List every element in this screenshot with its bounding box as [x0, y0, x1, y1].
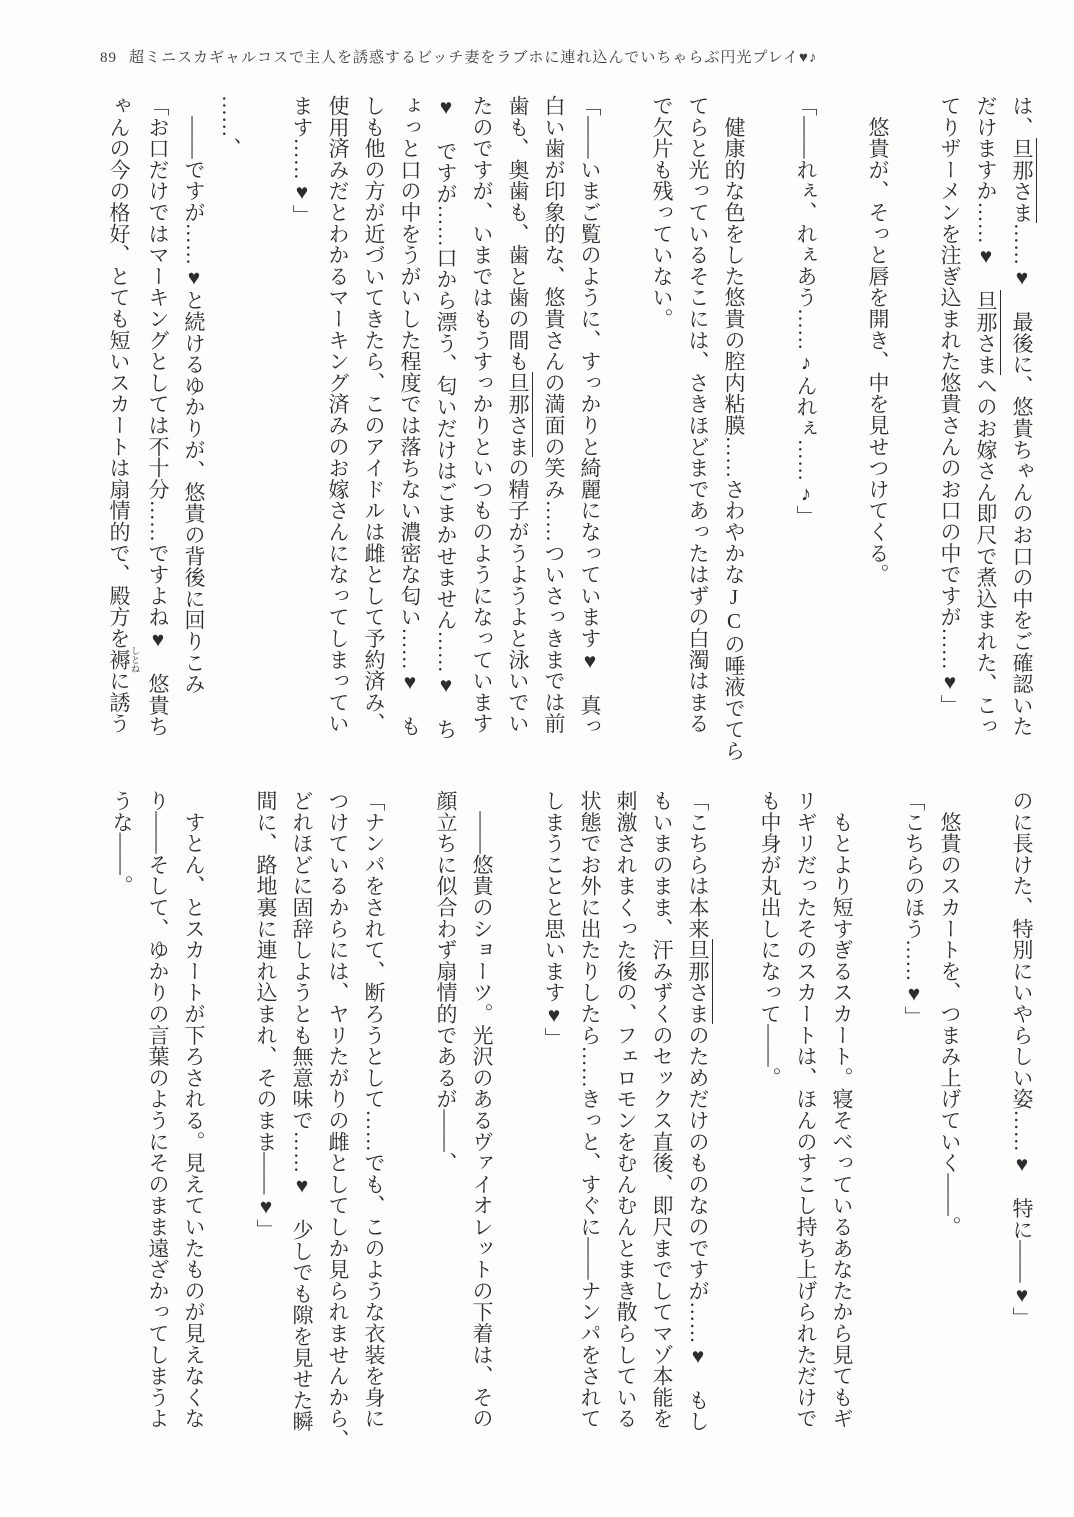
blank-line [824, 95, 860, 757]
text-line: 健康的な色をした悠貴の腔内粘膜……さわやかなJCの唾液でてら [722, 95, 746, 762]
text-line: ょっと口の中をうがいした程度では落ちない濃密な匂い……♥ も [398, 95, 422, 737]
blank-line [500, 790, 536, 1460]
text-line: すとん、とスカートが下ろされる。見えていたものが見えなくな [182, 790, 206, 1429]
blank-line [248, 95, 284, 757]
text-line: てりザーメンを注ぎ込まれた悠貴さんのお口の中ですが……♥」 [938, 95, 962, 716]
text-line: リギリだったそのスカートは、ほんのすこし持ち上げられただけで [794, 790, 818, 1429]
page-number: 89 [100, 50, 117, 66]
chapter-title: 超ミニスカギャルコスで主人を誘惑するビッチ妻をラブホに連れ込んでいちゃらぶ円光プレイ♥♪ [129, 50, 818, 66]
text-line: しも他の方が近づいてきたら、このアイドルは雌として予約済み、 [362, 95, 386, 734]
text-line: ます……♥」 [290, 95, 314, 226]
blank-line [860, 790, 896, 1460]
text-line: 「ナンパをされて、断ろうとして……でも、このような衣装を身に [362, 790, 386, 1429]
text-line: 「こちらのほう……♥」 [902, 790, 926, 1028]
text-line: もいまのまま、汗みずくのセックス直後、即尺までしてマゾ本能を [650, 790, 674, 1429]
blank-line [716, 790, 752, 1460]
text-line: 状態でお外に出たりしたら……きっと、すぐに――ナンパをされて [578, 790, 602, 1429]
text-line: も中身が丸出しになって――。 [758, 790, 782, 1089]
text-line: 白い歯が印象的な、悠貴さんの満面の笑み……ついさっきまでは前 [542, 95, 566, 734]
text-line: たのですが、いまではもうすっかりといつものようになっています [470, 95, 494, 734]
blank-line [608, 95, 644, 757]
text-line: 「――れぇ、れぇあう……♪んれぇ……♪」 [794, 95, 818, 527]
text-line: ――ですが……♥と続けるゆかりが、悠貴の背後に回りこみ [182, 95, 206, 695]
vertical-text-block-bottom [88, 790, 1040, 1460]
text-line: 刺激されまくった後の、フェロモンをむんむんとまき散らしている [614, 790, 638, 1429]
text-line: で欠片も残っていない。 [650, 95, 674, 330]
text-line: つけているからには、ヤリたがりの雌としてしか見られませんから、 [326, 790, 350, 1451]
text-line: ♥ ですが……口から漂う、匂いだけはごまかせません……♥ ち [434, 95, 458, 740]
vertical-text-block-top [88, 95, 1040, 762]
text-line: だけますか……♥ 旦那さまへのお嫁さん即尺で煮込まれた、こっ [968, 95, 1004, 757]
text-line: てらと光っているそこには、さきほどまであったはずの白濁はまる [686, 95, 710, 734]
text-line: 悠貴のスカートを、つまみ上げていく――。 [938, 790, 962, 1238]
text-line: どれほどに固辞しようとも無意味で……♥ 少しでも隙を見せた瞬 [290, 790, 314, 1432]
blank-line [752, 95, 788, 757]
text-line: 顔立ちに似合わず扇情的であるが――、 [434, 790, 458, 1174]
text-line: ――悠貴のショーツ。光沢のあるヴァイオレットの下着は、その [470, 790, 494, 1429]
text-line: うな――。 [110, 790, 134, 897]
text-line: 歯も、奥歯も、歯と歯の間も旦那さまの精子がうようよと泳いでい [500, 95, 536, 757]
text-line: 「こちらは本来旦那さまのためだけのものなのですが……♥ もし [680, 790, 716, 1460]
blank-line [896, 95, 932, 757]
text-line: り――そして、ゆかりの言葉のようにそのまま遠ざかってしまうよ [146, 790, 170, 1429]
text-line: もとより短すぎるスカート。寝そべっているあなたから見てもギ [830, 790, 854, 1429]
text-line: ……、 [218, 95, 242, 159]
text-line: 悠貴が、そっと唇を開き、中を見せつけてくる。 [866, 95, 890, 585]
text-line: 使用済みだとわかるマーキング済みのお嫁さんになってしまってい [326, 95, 350, 734]
blank-line [212, 790, 248, 1460]
blank-line [392, 790, 428, 1460]
text-line: 「お口だけではマーキングとしては不十分……ですよね♥ 悠貴ち [146, 95, 170, 737]
text-line: ゃんの今の格好、とても短いスカートは扇情的で、殿方を褥 しとねに誘う [107, 95, 140, 735]
text-line: 間に、路地裏に連れ込まれ、そのまま――♥」 [254, 790, 278, 1241]
text-line: のに長けた、特別にいやらしい姿……♥ 特に――♥」 [1010, 790, 1034, 1329]
text-line: は、旦那さま……♥ 最後に、悠貴ちゃんのお口の中をご確認いた [1004, 95, 1040, 757]
text-line: 「――いまご覧のように、すっかりと綺麗になっています♥ 真っ [578, 95, 602, 737]
page-header [100, 46, 817, 67]
text-line: しまうことと思います♥」 [542, 790, 566, 1049]
blank-line [968, 790, 1004, 1460]
